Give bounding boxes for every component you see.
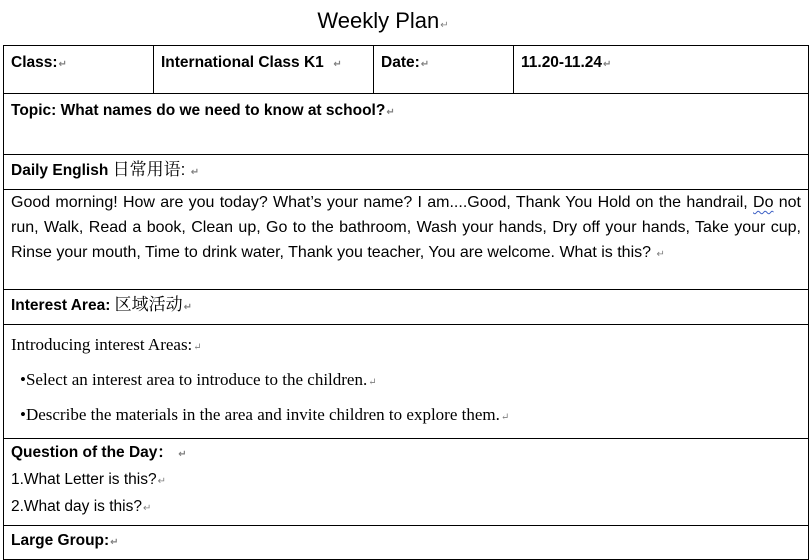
title-text: Weekly Plan: [317, 8, 440, 33]
paragraph-mark-icon: ↵: [183, 302, 193, 313]
weekly-plan-table: [3, 45, 809, 560]
paragraph-mark-icon: ↵: [333, 59, 342, 70]
large-group-label: Large Group:: [11, 532, 110, 549]
interest-area-bullet: [11, 399, 801, 434]
document-title: [0, 6, 766, 41]
interest-area-intro-line: [11, 329, 801, 364]
question-item: [11, 467, 801, 494]
daily-english-text-after: not run, Walk, Read a book, Clean up, Go to the bathroom, Wash your hands, Dry off your hands, Take your cup, Rinse your mouth, Time to drink water, Thank you teacher, You are welcome. What is this?: [11, 194, 802, 261]
question-item: [11, 494, 801, 521]
paragraph-mark-icon: ↵: [142, 503, 152, 514]
date-value-cell[interactable]: [514, 46, 809, 94]
paragraph-mark-icon: ↵: [656, 249, 665, 260]
paragraph-mark-icon: ↵: [157, 476, 166, 487]
date-label-cell[interactable]: [374, 46, 514, 94]
topic-row: [4, 94, 809, 155]
topic-cell[interactable]: [4, 94, 809, 155]
topic-text: Topic: What names do we need to know at school?: [11, 102, 386, 119]
class-label: Class:: [11, 54, 58, 71]
large-group-cell[interactable]: [4, 526, 809, 560]
question-of-day-label: Question of the Day：: [11, 444, 173, 461]
paragraph-mark-icon: ↵: [500, 412, 510, 423]
daily-english-text-do: Do: [753, 194, 774, 211]
paragraph-mark-icon: ↵: [386, 107, 395, 118]
interest-area-intro: Introducing interest Areas:: [11, 335, 193, 354]
interest-area-label-cn: 区域活动: [114, 295, 183, 314]
question-of-day-cell[interactable]: [4, 439, 809, 526]
paragraph-mark-icon: ↵: [193, 342, 202, 353]
interest-area-bullet: [11, 364, 801, 399]
daily-english-header-cell[interactable]: [4, 155, 809, 190]
class-value: International Class K1: [161, 54, 324, 71]
daily-english-label-cn: 日常用语:: [112, 160, 186, 179]
interest-area-content-cell[interactable]: [4, 325, 809, 439]
daily-english-content-row: [4, 190, 809, 290]
interest-area-content-row: [4, 325, 809, 439]
daily-english-text-before: Good morning! How are you today? What’s your name? I am....Good, Thank You Hold on the handrail,: [11, 194, 754, 211]
date-value: 11.20-11.24: [521, 54, 603, 71]
header-row: [4, 46, 809, 94]
question-text: 2.What day is this?: [11, 498, 142, 515]
interest-area-header-row: [4, 290, 809, 325]
question-of-day-label-line: [11, 440, 801, 467]
interest-area-bullet-text: •Select an interest area to introduce to the children.: [20, 370, 368, 389]
daily-english-content-cell[interactable]: [4, 190, 809, 290]
paragraph-mark-icon: ↵: [190, 167, 200, 178]
large-group-row: [4, 526, 809, 560]
class-value-cell[interactable]: [154, 46, 374, 94]
daily-english-label: Daily English: [11, 162, 113, 179]
question-text: 1.What Letter is this?: [11, 471, 157, 488]
interest-area-label: Interest Area:: [11, 297, 115, 314]
interest-area-header-cell[interactable]: [4, 290, 809, 325]
class-label-cell[interactable]: [4, 46, 154, 94]
question-of-day-row: [4, 439, 809, 526]
date-label: Date:: [381, 54, 420, 71]
paragraph-mark-icon: ↵: [368, 377, 377, 388]
paragraph-mark-icon: ↵: [420, 59, 430, 70]
paragraph-mark-icon: ↵: [440, 20, 449, 31]
interest-area-bullet-text: •Describe the materials in the area and invite children to explore them.: [20, 405, 500, 424]
daily-english-header-row: [4, 155, 809, 190]
paragraph-mark-icon: ↵: [178, 449, 187, 460]
paragraph-mark-icon: ↵: [603, 59, 612, 70]
paragraph-mark-icon: ↵: [110, 537, 119, 548]
paragraph-mark-icon: ↵: [58, 59, 67, 70]
